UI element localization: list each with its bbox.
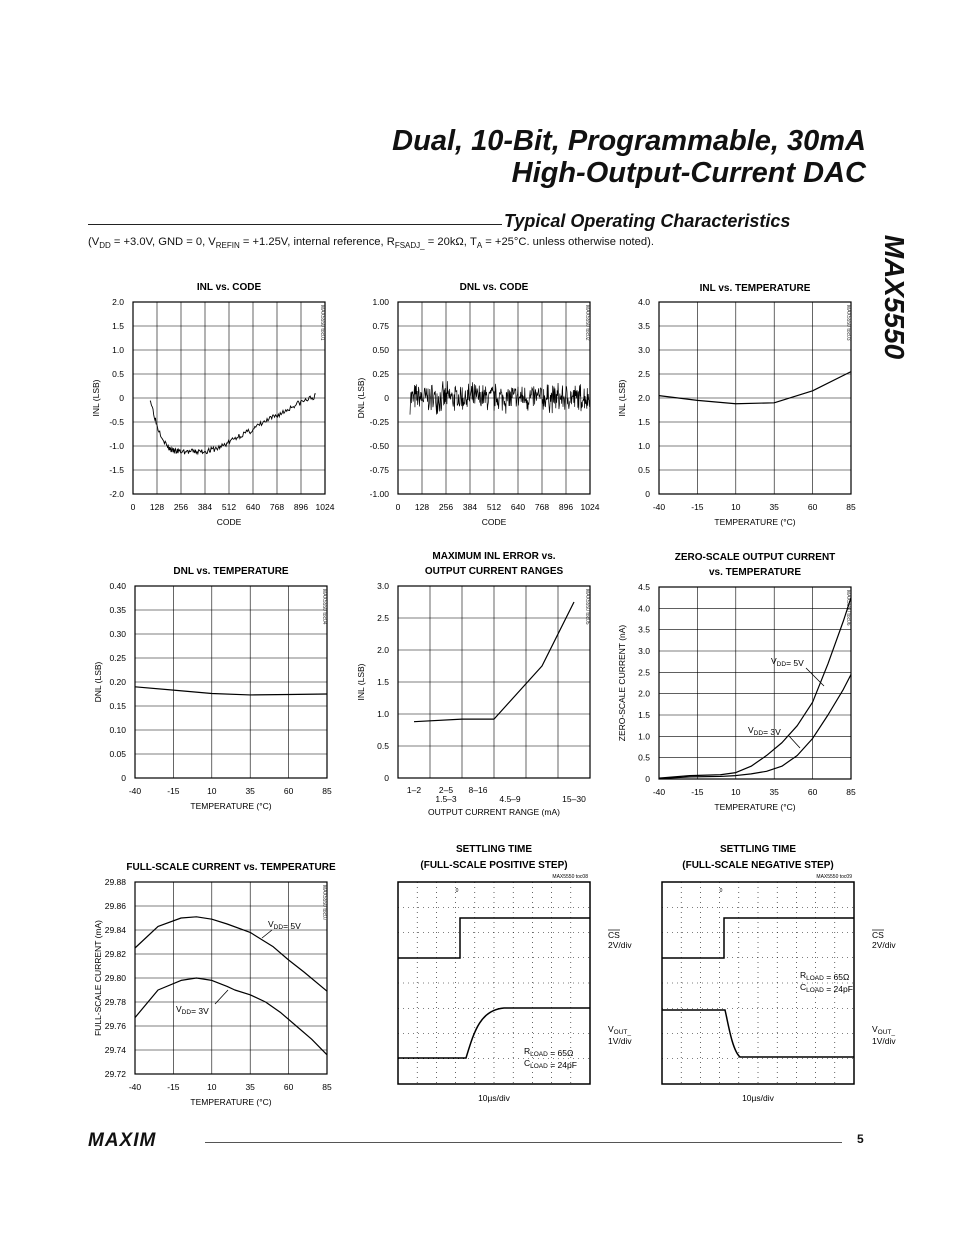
x-axis-label: TEMPERATURE (°C) <box>190 1097 272 1107</box>
series-label-5v: $V_{DD}= 5V$ <box>771 656 804 668</box>
x-tick-label: 256 <box>438 502 454 512</box>
y-tick-label: 1.5 <box>377 677 389 687</box>
y-tick-label: 29.82 <box>104 949 126 959</box>
y-tick-label: 0.75 <box>372 321 389 331</box>
y-tick-label: 2.0 <box>377 645 389 655</box>
channel-scale-cs: 2V/div <box>872 940 896 950</box>
x-tick-label: 768 <box>534 502 550 512</box>
part-number-text: MAX5550 <box>879 234 910 360</box>
x-tick-label: 512 <box>221 502 237 512</box>
y-tick-label: 2.0 <box>638 393 650 403</box>
figure-tag: MAX5550 toc07 <box>321 885 327 921</box>
channel-scale-vout: 1V/div <box>608 1036 632 1046</box>
x-tick-label: 35 <box>769 787 779 797</box>
x-tick-label: -40 <box>652 502 666 512</box>
y-tick-label: 0.35 <box>109 605 126 615</box>
x-tick-label: -15 <box>167 786 180 796</box>
chart-toc02 <box>356 282 600 527</box>
y-tick-label: 3.0 <box>377 581 389 591</box>
y-tick-label: -0.5 <box>109 417 124 427</box>
y-tick-label: 0.30 <box>109 629 126 639</box>
x-tick-label: 85 <box>322 786 332 796</box>
figure-tag: MAX5550 toc04 <box>321 589 327 625</box>
x-tick-label: 10 <box>207 786 217 796</box>
y-tick-label: 3.0 <box>638 646 650 656</box>
y-tick-label: 29.88 <box>104 877 126 887</box>
x-tick-label: 60 <box>807 502 818 512</box>
y-tick-label: 0.20 <box>109 677 126 687</box>
figure-tag: MAX5550 toc06 <box>845 590 851 626</box>
x-tick-label: 10 <box>731 502 741 512</box>
x-tick-label: 60 <box>283 786 294 796</box>
y-axis-label: INL (LSB) <box>356 663 366 701</box>
chart-title-line2: OUTPUT CURRENT RANGES <box>424 566 564 577</box>
note-cload: $C_{LOAD} = 24pF$ <box>524 1058 577 1070</box>
x-tick-label: 128 <box>149 502 165 512</box>
x-tick-label: 0 <box>395 502 401 512</box>
series-line <box>135 687 327 695</box>
x-tick-label: -15 <box>167 1082 180 1092</box>
chart-title: INL vs. CODE <box>196 282 262 293</box>
footer-rule <box>205 1142 842 1143</box>
time-scale-label: 10µs/div <box>478 1093 510 1103</box>
chart-toc06 <box>617 552 856 812</box>
y-tick-label: 29.78 <box>104 997 126 1007</box>
x-tick-label: 35 <box>769 502 779 512</box>
y-tick-label: 2.5 <box>638 369 650 379</box>
note-rload: $R_{LOAD} = 65\Omega$ <box>800 970 850 982</box>
chart-toc05 <box>356 551 590 817</box>
x-tick-label: 85 <box>322 1082 332 1092</box>
x-tick-label: 85 <box>846 502 856 512</box>
page-number: 5 <box>857 1132 864 1146</box>
channel-label-vout: $V_{OUT\_}$ <box>872 1024 896 1036</box>
x-tick-label: 384 <box>462 502 478 512</box>
y-axis-label: DNL (LSB) <box>356 377 366 419</box>
x-tick-label-top: 8–16 <box>468 785 488 795</box>
y-tick-label: 0 <box>645 489 650 499</box>
y-tick-label: 29.72 <box>104 1069 126 1079</box>
y-tick-label: 0.40 <box>109 581 126 591</box>
series-label-5v: $V_{DD}= 5V$ <box>268 919 301 931</box>
chart-title: SETTLING TIME <box>719 844 797 855</box>
x-tick-label-top: 1–2 <box>406 785 422 795</box>
series-label-3v: $V_{DD}= 3V$ <box>748 725 781 737</box>
y-tick-label: 2.0 <box>112 297 124 307</box>
figure-tag: MAX5550 toc09 <box>816 874 852 880</box>
y-tick-label: 4.5 <box>638 582 650 592</box>
x-tick-label: 256 <box>173 502 189 512</box>
y-tick-label: 1.5 <box>638 710 650 720</box>
y-tick-label: 1.0 <box>638 731 650 742</box>
chart-title: DNL vs. TEMPERATURE <box>173 566 289 577</box>
y-tick-label: 0 <box>384 773 389 783</box>
y-axis-label: INL (LSB) <box>91 379 101 417</box>
note-cload: $C_{LOAD} = 24pF$ <box>800 982 853 994</box>
x-tick-label: 1024 <box>315 502 335 512</box>
y-tick-label: -0.25 <box>369 417 389 427</box>
x-tick-label: 768 <box>269 502 285 512</box>
channel-scale-vout: 1V/div <box>872 1036 896 1046</box>
chart-toc01 <box>91 282 335 527</box>
x-axis-label: TEMPERATURE (°C) <box>714 517 796 527</box>
x-tick-label: 60 <box>283 1082 294 1092</box>
time-scale-label: 10µs/div <box>742 1093 774 1103</box>
chart-toc08 <box>398 844 632 1103</box>
x-tick-label: 60 <box>807 787 818 797</box>
y-tick-label: 4.0 <box>638 603 650 614</box>
y-tick-label: -2.0 <box>109 489 124 499</box>
chart-title-line2: (FULL-SCALE POSITIVE STEP) <box>420 860 568 871</box>
figure-tag: MAX5550 toc08 <box>552 874 588 880</box>
x-tick-label: 35 <box>245 1082 255 1092</box>
y-tick-label: 1.0 <box>377 709 389 719</box>
y-tick-label: 1.0 <box>112 345 124 355</box>
y-tick-label: 1.00 <box>372 297 389 307</box>
chart-toc04 <box>93 566 332 811</box>
y-tick-label: -1.5 <box>109 465 124 475</box>
figure-tag: MAX5550 toc05 <box>584 589 590 625</box>
x-tick-label: 640 <box>510 502 526 512</box>
y-tick-label: -0.75 <box>369 465 389 475</box>
y-tick-label: 3.5 <box>638 624 650 635</box>
x-tick-label: 35 <box>245 786 255 796</box>
y-tick-label: 0 <box>121 773 126 783</box>
x-tick-label: -15 <box>691 502 704 512</box>
y-tick-label: 3.5 <box>638 321 650 331</box>
y-axis-label: DNL (LSB) <box>93 661 103 703</box>
series-line <box>135 978 327 1055</box>
figure-tag: MAX5550 toc03 <box>845 305 851 341</box>
y-tick-label: 29.86 <box>104 901 126 911</box>
x-tick-label-bottom: 4.5–9 <box>499 794 521 804</box>
x-tick-label: 10 <box>731 787 741 797</box>
figure-tag: MAX5550 toc01 <box>319 305 325 341</box>
trigger-marker: 0 <box>719 888 723 894</box>
chart-title: INL vs. TEMPERATURE <box>699 283 811 294</box>
series-line <box>150 394 316 454</box>
y-tick-label: 0 <box>645 774 650 784</box>
y-tick-label: 0 <box>119 393 124 403</box>
y-axis-label: ZERO-SCALE CURRENT (nA) <box>617 624 627 742</box>
y-tick-label: -1.00 <box>369 489 389 499</box>
chart-title-line2: vs. TEMPERATURE <box>708 567 802 578</box>
y-axis-label: INL (LSB) <box>617 379 627 417</box>
y-tick-label: 0.25 <box>372 369 389 379</box>
x-axis-label: TEMPERATURE (°C) <box>714 802 796 812</box>
label-arrow <box>262 930 272 938</box>
x-tick-label-bottom: 1.5–3 <box>435 794 457 804</box>
chart-title: DNL vs. CODE <box>459 282 529 293</box>
x-tick-label: 640 <box>245 502 261 512</box>
y-tick-label: 0.5 <box>377 741 389 751</box>
channel-label-vout: $V_{OUT\_}$ <box>608 1024 632 1036</box>
x-tick-label-bottom: 15–30 <box>562 794 586 804</box>
x-tick-label: 0 <box>130 502 136 512</box>
chart-toc07 <box>93 862 336 1107</box>
y-tick-label: -1.0 <box>109 441 124 451</box>
y-tick-label: 2.0 <box>638 688 650 699</box>
chart-title: MAXIMUM INL ERROR vs. <box>432 551 556 562</box>
x-tick-label: 896 <box>293 502 309 512</box>
x-axis-label: CODE <box>481 517 507 527</box>
x-tick-label: -40 <box>652 787 666 797</box>
x-axis-label: CODE <box>216 517 242 527</box>
x-tick-label: 896 <box>558 502 574 512</box>
x-tick-label: 384 <box>197 502 213 512</box>
y-tick-label: 2.5 <box>638 667 650 678</box>
note-rload: $R_{LOAD} = 65\Omega$ <box>524 1046 574 1058</box>
chart-toc03 <box>617 283 856 527</box>
series-line <box>659 372 851 404</box>
x-axis-label: OUTPUT CURRENT RANGE (mA) <box>428 807 560 817</box>
y-tick-label: -0.50 <box>369 441 389 451</box>
y-tick-label: 1.5 <box>638 417 650 427</box>
y-tick-label: 4.0 <box>638 297 650 307</box>
page-title-line2: High-Output-Current DAC <box>511 157 866 189</box>
series-label-3v: $V_{DD}= 3V$ <box>176 1004 209 1016</box>
y-tick-label: 0.25 <box>109 653 126 663</box>
plot-frame <box>659 587 851 779</box>
channel-scale-cs: 2V/div <box>608 940 632 950</box>
page-title-line1: Dual, 10-Bit, Programmable, 30mA <box>392 125 866 157</box>
y-tick-label: 1.0 <box>638 441 650 451</box>
y-axis-label: FULL-SCALE CURRENT (mA) <box>93 919 103 1037</box>
y-tick-label: 0.50 <box>372 345 389 355</box>
chart-toc09 <box>662 844 896 1103</box>
x-tick-label: -40 <box>128 1082 142 1092</box>
y-tick-label: 0.5 <box>638 752 650 763</box>
figure-tag: MAX5550 toc02 <box>584 305 590 341</box>
channel-label-cs: CS <box>872 930 884 940</box>
test-conditions: ($V_{DD} = +3.0V$, GND = 0, $V_{REFIN} = +1.25V$, internal reference, $R_{FSADJ\_} = 20k\Omega$, $T_A = +25^\circ C$. unless otherwise noted). <box>88 236 654 251</box>
y-tick-label: 0.10 <box>109 725 126 735</box>
y-tick-label: 0.15 <box>109 701 126 711</box>
y-tick-label: 29.76 <box>104 1021 126 1031</box>
x-tick-label: 1024 <box>580 502 600 512</box>
label-arrow <box>789 736 800 748</box>
x-tick-label: -40 <box>128 786 142 796</box>
y-tick-label: 3.0 <box>638 345 650 355</box>
label-arrow <box>806 668 824 686</box>
y-tick-label: 29.84 <box>104 925 126 935</box>
x-tick-label: 10 <box>207 1082 217 1092</box>
y-tick-label: 29.74 <box>104 1045 126 1055</box>
chart-title: FULL-SCALE CURRENT vs. TEMPERATURE <box>126 862 336 873</box>
series-line <box>659 598 851 778</box>
y-tick-label: 0.05 <box>109 749 126 759</box>
y-tick-label: 0 <box>384 393 389 403</box>
maxim-logo: MAXIM <box>88 1130 157 1151</box>
trigger-marker: 0 <box>455 888 459 894</box>
chart-title-line2: (FULL-SCALE NEGATIVE STEP) <box>682 860 834 871</box>
chart-title: ZERO-SCALE OUTPUT CURRENT <box>674 552 836 563</box>
y-tick-label: 1.5 <box>112 321 124 331</box>
y-tick-label: 2.5 <box>377 613 389 623</box>
channel-label-cs: CS <box>608 930 620 940</box>
chart-title: SETTLING TIME <box>455 844 533 855</box>
x-tick-label: 85 <box>846 787 856 797</box>
y-tick-label: 0.5 <box>638 465 650 475</box>
x-tick-label: 128 <box>414 502 430 512</box>
y-tick-label: 29.80 <box>104 973 126 983</box>
x-tick-label: -15 <box>691 787 704 797</box>
x-tick-label-top: 2–5 <box>438 785 454 795</box>
section-title: Typical Operating Characteristics <box>504 211 791 231</box>
x-axis-label: TEMPERATURE (°C) <box>190 801 272 811</box>
x-tick-label: 512 <box>486 502 502 512</box>
y-tick-label: 0.5 <box>112 369 124 379</box>
